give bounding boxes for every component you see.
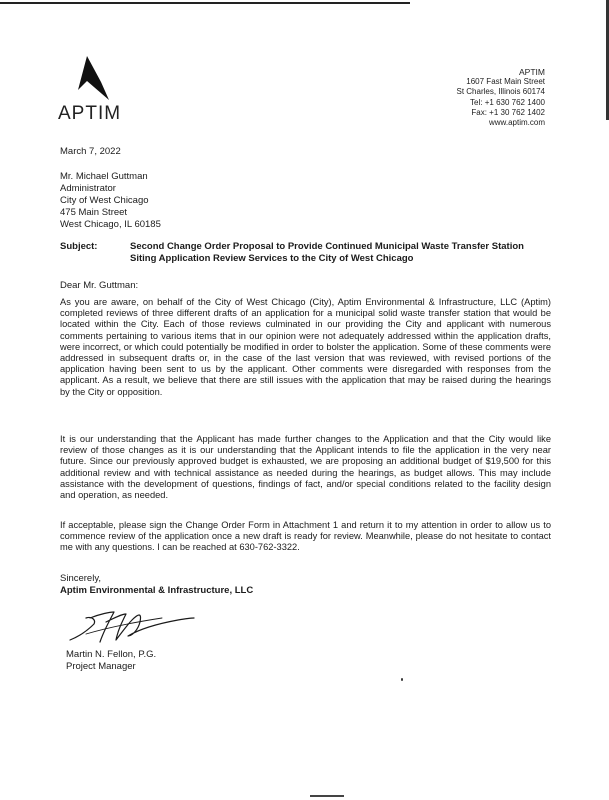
signer-name: Martin N. Fellon, P.G. [66, 649, 157, 660]
aptim-logo-mark-icon [76, 56, 110, 102]
address-fax: Fax: +1 30 762 1402 [471, 107, 545, 117]
body-paragraph-1: As you are aware, on behalf of the City of West Chicago (City), Aptim Environmental & Infrastructure, LLC (Aptim) completed reviews of three different drafts of an application for a municipal solid waste transfer station that would be located within the City. Each of those reviews culminated in our providing the City and applicant with numerous comments pertaining to various items that in our opinion were not adequately addressed within the application drafts, were incorrect, or which could potentially be modified in order to bolster the application. Some of these comments were addressed in subsequent drafts or, in the case of the last version that was reviewed, with revised portions of the application having been sent to us by the applicant. Other comments were disregarded with responses from the applicant. As a result, we believe that there are still issues with the application that may be raised during the hearings by the City or opposition. [60, 297, 551, 397]
valediction: Sincerely, [60, 573, 102, 584]
address-web: www.aptim.com [488, 118, 545, 128]
subject-label: Subject: [60, 241, 98, 252]
address-city: St Charles, Illinois 60174 [456, 87, 545, 97]
subject-text: Second Change Order Proposal to Provide Continued Municipal Waste Transfer Station Siting Application Review Services to the City of West Chicago [130, 241, 524, 264]
handwritten-signature [66, 600, 196, 650]
closing-block [60, 573, 253, 597]
recipient-name: Mr. Michael Guttman [60, 171, 148, 182]
body-paragraph-2: It is our understanding that the Applicant has made further changes to the Application and that the City would like review of those changes as it is our understanding that the Applicant intends to file the application in the very near future. Since our previously approved budget is exhausted, we are proposing an additional budget of $19,500 for this additional review and with technical assistance as needed during the hearings, as budget allows. This may include assistance with the development of questions, findings of fact, and/or special conditions related to the facility design and operation, as needed. [60, 434, 551, 501]
company-logo [58, 56, 130, 126]
address-tel: Tel: +1 630 762 1400 [470, 97, 545, 107]
address-company-name: APTIM [519, 67, 545, 77]
recipient-block [60, 171, 161, 231]
recipient-title: Administrator [60, 183, 116, 194]
scan-artifact-bottom [310, 795, 344, 797]
body-paragraph-3: If acceptable, please sign the Change Order Form in Attachment 1 and return it to my attention in order to allow us to commence review of the application once a new draft is ready for review. Meanwhile, please do not hesitate to contact me with any questions. I can be reached at 630-762-3322. [60, 520, 551, 553]
closing-company: Aptim Environmental & Infrastructure, LLC [60, 585, 254, 596]
address-street: 1607 Fast Main Street [466, 77, 545, 87]
recipient-org: City of West Chicago [60, 195, 149, 206]
signer-title: Project Manager [66, 661, 136, 672]
signer-block [66, 649, 156, 673]
letter-date: March 7, 2022 [60, 146, 121, 157]
scan-artifact-top [0, 2, 410, 4]
logo-wordmark: APTIM [58, 103, 122, 124]
salutation: Dear Mr. Guttman: [60, 280, 139, 291]
scan-speck [401, 678, 403, 681]
recipient-street: 475 Main Street [60, 207, 128, 218]
company-address [457, 67, 546, 128]
recipient-city: West Chicago, IL 60185 [60, 219, 161, 230]
